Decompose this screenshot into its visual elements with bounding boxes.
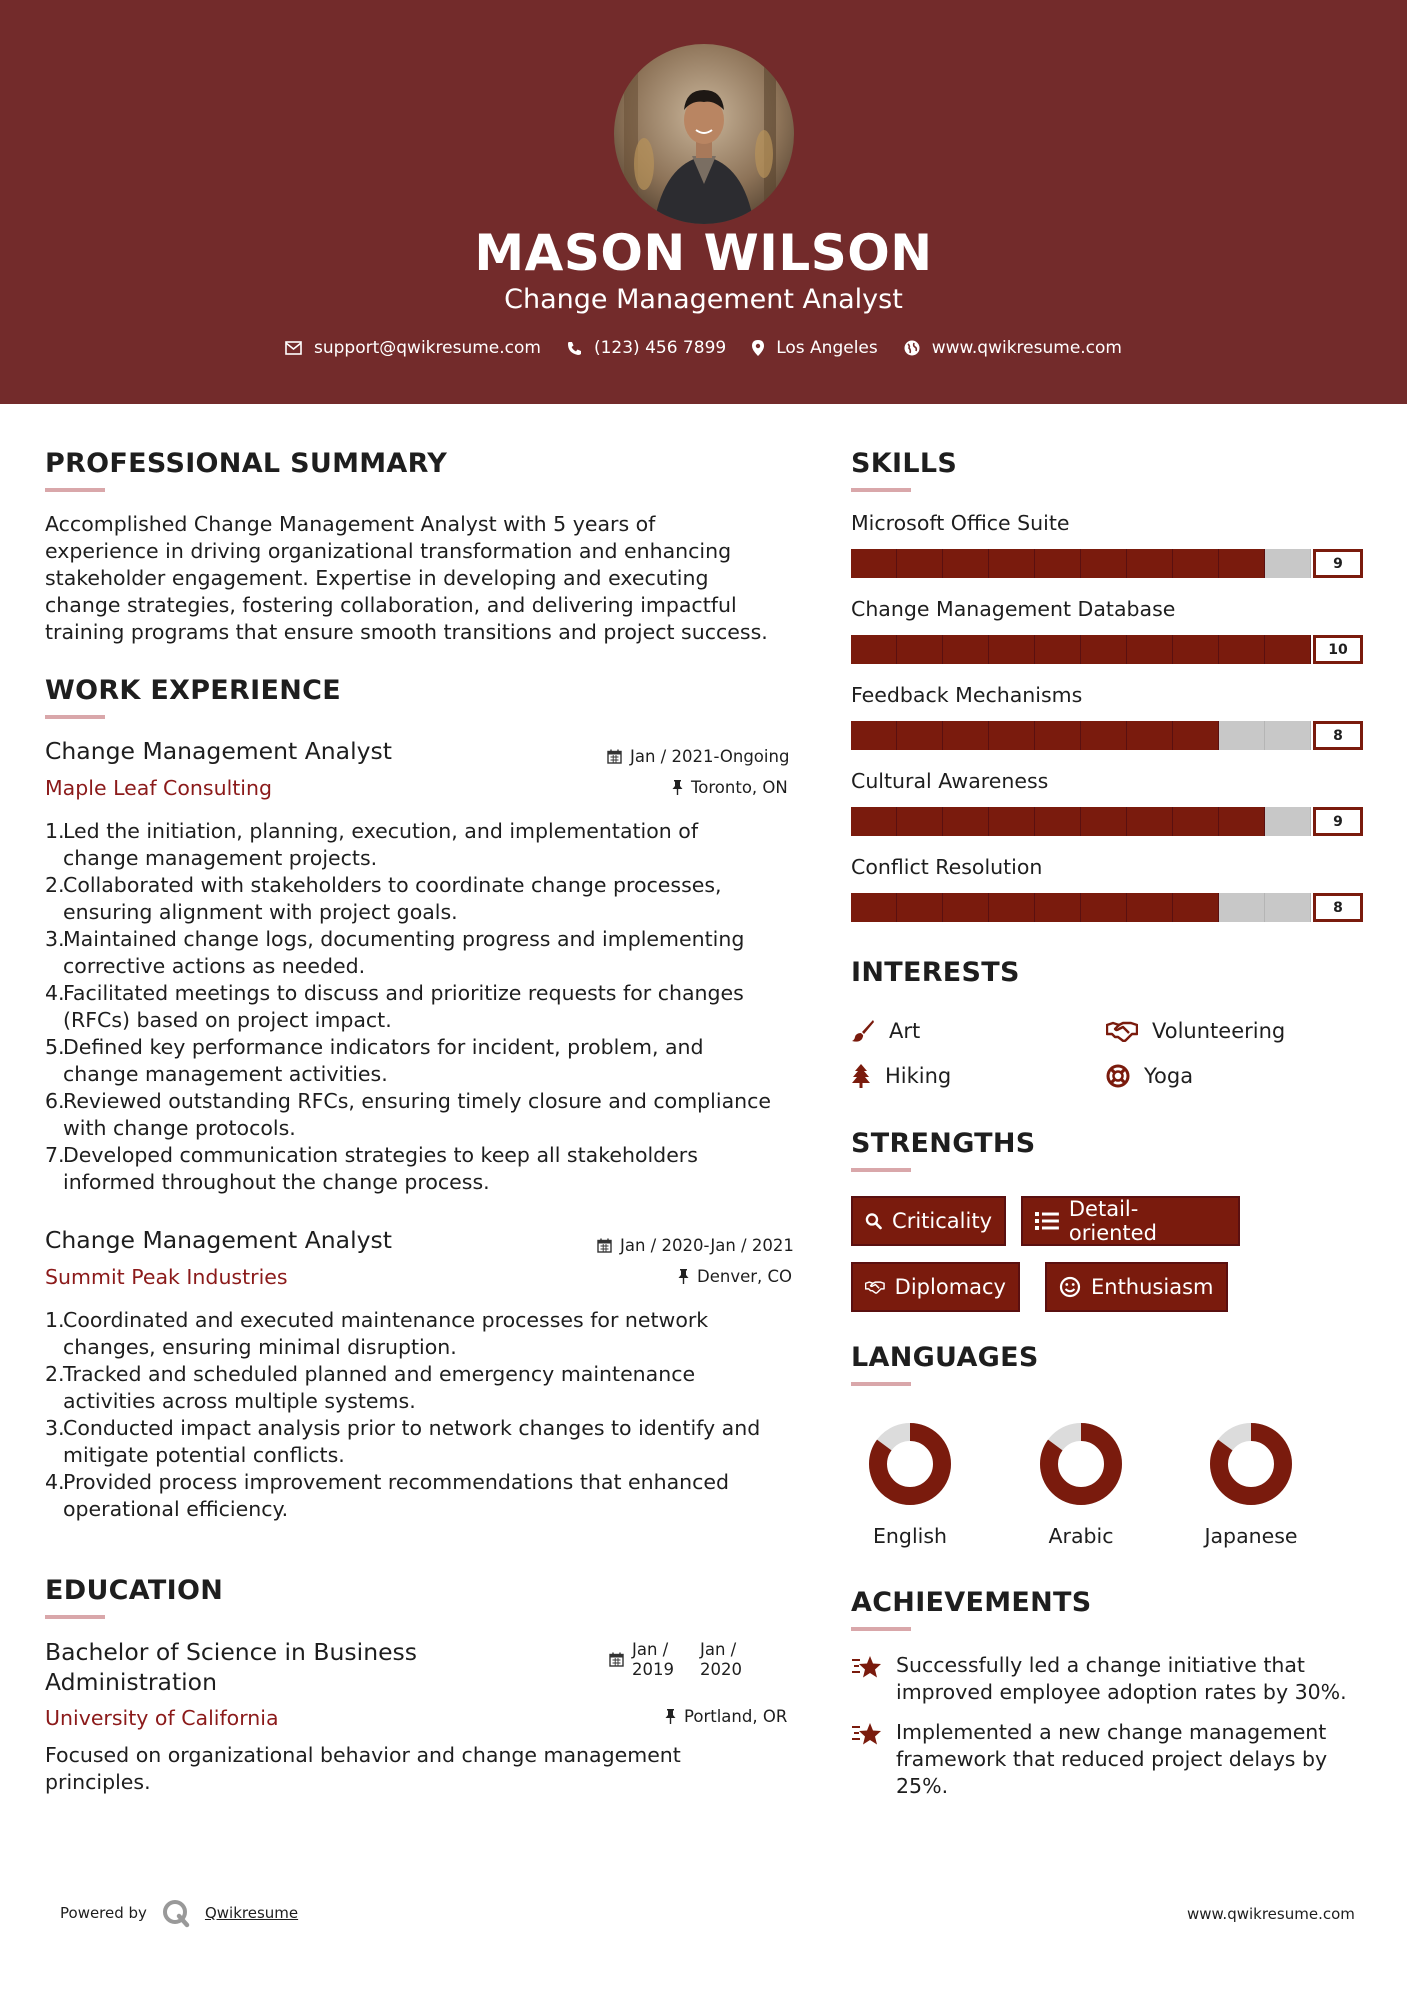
skill-bar-segment: [943, 893, 989, 922]
education-location: Portland, OR: [665, 1707, 787, 1726]
education-description: Focused on organizational behavior and change management principles.: [45, 1743, 681, 1794]
list-item: 3. Maintained change logs, documenting progress and implementing corrective actions as needed.: [45, 927, 745, 978]
skill-bar-segment: [1035, 807, 1081, 836]
interest-volunteering: Volunteering: [1106, 1019, 1285, 1043]
footer-website[interactable]: www.qwikresume.com: [1187, 1905, 1355, 1923]
summary-heading: PROFESSIONAL SUMMARY: [45, 448, 448, 479]
header-band: [0, 0, 1407, 404]
handshake-icon: [865, 1276, 885, 1298]
skill-bar-segment: [1265, 807, 1311, 836]
skill-bar-segment: [851, 807, 897, 836]
smile-icon: [1059, 1276, 1081, 1298]
skill-bar-segment: [943, 635, 989, 664]
list-item: 2. Tracked and scheduled planned and emergency maintenance activities across multiple systems.: [45, 1362, 696, 1413]
skill-score: 8: [1313, 721, 1363, 750]
language-donut: [1036, 1419, 1126, 1509]
candidate-name: MASON WILSON: [474, 224, 933, 282]
location-text: Los Angeles: [776, 338, 878, 358]
list-item: 1. Coordinated and executed maintenance processes for network changes, ensuring minimal disruption.: [45, 1308, 709, 1359]
job-dates: [597, 1236, 794, 1255]
website-text: www.qwikresume.com: [931, 338, 1122, 358]
skill-bar-segment: [1081, 807, 1127, 836]
skill-bar-segment: [1035, 893, 1081, 922]
skill-bar-segment: [1219, 721, 1265, 750]
job-title: Change Management Analyst: [45, 1226, 392, 1254]
skill-bar-segment: [989, 807, 1035, 836]
strength-chip: Detail-oriented: [1021, 1196, 1240, 1246]
skill-bar-segment: [851, 721, 897, 750]
skill-name: Cultural Awareness: [851, 769, 1049, 793]
qwikresume-logo-icon: [161, 1898, 191, 1928]
list-item: 4. Facilitated meetings to discuss and prioritize requests for changes (RFCs) based on project impact.: [45, 981, 744, 1032]
skills-underline: [851, 488, 911, 492]
skill-bar-segment: [1127, 721, 1173, 750]
skill-bar-segment: [1127, 635, 1173, 664]
list-item: 7. Developed communication strategies to keep all stakeholders informed throughout the change process.: [45, 1143, 698, 1194]
summary-line: change strategies, fostering collaboration, and delivering impactful: [45, 593, 737, 617]
skill-bar-segment: [1081, 721, 1127, 750]
footer-powered-by: [60, 1898, 298, 1928]
summary-line: Accomplished Change Management Analyst with 5 years of: [45, 512, 656, 536]
language-donut: [1206, 1419, 1296, 1509]
job-dates: [607, 747, 789, 766]
strengths-underline: [851, 1168, 911, 1172]
skill-bar-segment: [851, 549, 897, 578]
skill-bar-segment: [897, 721, 943, 750]
star-award-icon: [851, 1654, 884, 1680]
skill-bar-segment: [1173, 549, 1219, 578]
skills-heading: SKILLS: [851, 448, 958, 479]
skill-bar-segment: [943, 549, 989, 578]
job-company: Maple Leaf Consulting: [45, 776, 273, 800]
skill-bar-segment: [851, 635, 897, 664]
skill-bar-segment: [1265, 549, 1311, 578]
handshake-icon: [1106, 1020, 1138, 1042]
skill-bar-segment: [1173, 807, 1219, 836]
interest-hiking: Hiking: [851, 1064, 951, 1088]
job-dates-text: Jan / 2020-Jan / 2021: [620, 1236, 794, 1255]
interest-yoga: Yoga: [1106, 1064, 1193, 1088]
summary-line: stakeholder engagement. Expertise in developing and executing: [45, 566, 709, 590]
star-award-icon: [851, 1721, 884, 1747]
contact-phone[interactable]: [567, 338, 726, 358]
skill-score: 9: [1313, 807, 1363, 836]
candidate-role: Change Management Analyst: [504, 284, 903, 315]
lifebuoy-icon: [1106, 1064, 1130, 1088]
skill-bar-segment: [1265, 635, 1311, 664]
job-location: [678, 1267, 792, 1286]
email-text: support@qwikresume.com: [314, 338, 541, 358]
language-label: Arabic: [1048, 1524, 1114, 1548]
skill-bar: [851, 893, 1363, 922]
tree-icon: [851, 1064, 871, 1088]
skill-bar-segment: [1219, 635, 1265, 664]
phone-text: (123) 456 7899: [593, 338, 727, 358]
summary-text: [45, 511, 805, 646]
languages-heading: LANGUAGES: [851, 1342, 1039, 1373]
education-dates: Jan / 2019 Jan / 2020: [609, 1640, 742, 1680]
list-item: 5. Defined key performance indicators for incident, problem, and change management activities.: [45, 1035, 704, 1086]
summary-underline: [45, 488, 105, 492]
skill-bar-segment: [1173, 635, 1219, 664]
strength-chip: Diplomacy: [851, 1262, 1020, 1312]
languages-underline: [851, 1382, 911, 1386]
skill-bar-segment: [989, 549, 1035, 578]
calendar-icon: [607, 749, 622, 764]
skill-bar: [851, 549, 1363, 578]
globe-icon: [904, 340, 920, 356]
job-duties-list: [45, 818, 805, 1196]
skill-bar-segment: [1219, 549, 1265, 578]
skill-bar: [851, 807, 1363, 836]
skill-bar: [851, 635, 1363, 664]
skill-bar-segment: [989, 721, 1035, 750]
strength-chip: Enthusiasm: [1045, 1262, 1228, 1312]
skill-bar-segment: [1219, 807, 1265, 836]
skill-name: Conflict Resolution: [851, 855, 1043, 879]
skill-bar-segment: [943, 721, 989, 750]
phone-icon: [567, 341, 582, 356]
list-item: 4. Provided process improvement recommendations that enhanced operational efficiency.: [45, 1470, 730, 1521]
search-icon: [865, 1210, 882, 1232]
list-item: 3. Conducted impact analysis prior to network changes to identify and mitigate potential conflicts.: [45, 1416, 761, 1467]
list-icon: [1035, 1211, 1059, 1231]
job-company: Summit Peak Industries: [45, 1265, 288, 1289]
education-underline: [45, 1615, 105, 1619]
skill-bar-segment: [897, 549, 943, 578]
skill-name: Microsoft Office Suite: [851, 511, 1070, 535]
contact-location[interactable]: [752, 338, 878, 358]
map-pin-icon: [752, 340, 764, 356]
achievements-underline: [851, 1627, 911, 1631]
skill-bar-segment: [851, 893, 897, 922]
job-location: [672, 778, 788, 797]
skill-bar-segment: [1035, 635, 1081, 664]
contact-email[interactable]: [285, 338, 541, 358]
skill-score: 9: [1313, 549, 1363, 578]
job-dates-text: Jan / 2021-Ongoing: [630, 747, 790, 766]
summary-line: experience in driving organizational transformation and enhancing: [45, 539, 732, 563]
summary-line: training programs that ensure smooth transitions and project success.: [45, 620, 768, 644]
experience-underline: [45, 715, 105, 719]
skill-bar-segment: [1035, 721, 1081, 750]
powered-by-text: Powered by: [60, 1904, 147, 1922]
job-duties-list: [45, 1307, 805, 1523]
calendar-icon: [597, 1238, 612, 1253]
language-label: Japanese: [1204, 1524, 1298, 1548]
skill-bar-segment: [897, 893, 943, 922]
skill-bar-segment: [989, 893, 1035, 922]
skill-bar-segment: [1173, 893, 1219, 922]
skill-bar-segment: [1127, 807, 1173, 836]
skill-bar-segment: [1081, 549, 1127, 578]
school-name: University of California: [45, 1706, 279, 1730]
list-item: 1. Led the initiation, planning, execution, and implementation of change management projects.: [45, 819, 699, 870]
achievement-item: Implemented a new change management framework that reduced project delays by 25%.: [851, 1719, 1327, 1800]
skill-bar-segment: [1127, 893, 1173, 922]
skill-bar-segment: [1265, 721, 1311, 750]
skill-name: Feedback Mechanisms: [851, 683, 1083, 707]
calendar-icon: [609, 1652, 624, 1667]
job-location-text: Toronto, ON: [691, 778, 788, 797]
skill-score: 8: [1313, 893, 1363, 922]
skill-bar-segment: [1173, 721, 1219, 750]
skill-bar: [851, 721, 1363, 750]
pushpin-icon: [678, 1269, 689, 1284]
pushpin-icon: [665, 1709, 676, 1724]
skill-bar-segment: [943, 807, 989, 836]
job-location-text: Denver, CO: [697, 1267, 793, 1286]
degree-title: Bachelor of Science in Business Administration: [45, 1638, 418, 1696]
brand-link[interactable]: Qwikresume: [204, 1904, 299, 1922]
language-label: English: [872, 1524, 948, 1548]
achievement-item: Successfully led a change initiative that improved employee adoption rates by 30%.: [851, 1652, 1347, 1706]
contact-bar: [0, 338, 1407, 358]
skill-bar-segment: [1081, 635, 1127, 664]
achievements-heading: ACHIEVEMENTS: [851, 1587, 1092, 1618]
interest-art: Art: [851, 1019, 920, 1043]
paintbrush-icon: [851, 1019, 875, 1043]
interests-heading: INTERESTS: [851, 957, 1020, 988]
skill-bar-segment: [1219, 893, 1265, 922]
strength-chip: Criticality: [851, 1196, 1006, 1246]
job-title: Change Management Analyst: [45, 737, 392, 765]
experience-heading: WORK EXPERIENCE: [45, 675, 341, 706]
skill-bar-segment: [1081, 893, 1127, 922]
envelope-icon: [285, 341, 302, 355]
skill-score: 10: [1313, 635, 1363, 664]
skill-bar-segment: [897, 635, 943, 664]
list-item: 6. Reviewed outstanding RFCs, ensuring timely closure and compliance with change protocols.: [45, 1089, 772, 1140]
skill-bar-segment: [1127, 549, 1173, 578]
skill-bar-segment: [1035, 549, 1081, 578]
skill-bar-segment: [897, 807, 943, 836]
strengths-heading: STRENGTHS: [851, 1128, 1036, 1159]
skill-bar-segment: [1265, 893, 1311, 922]
skill-name: Change Management Database: [851, 597, 1176, 621]
pushpin-icon: [672, 780, 683, 795]
contact-website[interactable]: [904, 338, 1122, 358]
education-heading: EDUCATION: [45, 1575, 224, 1606]
list-item: 2. Collaborated with stakeholders to coordinate change processes, ensuring alignment with project goals.: [45, 873, 722, 924]
language-donut: [865, 1419, 955, 1509]
profile-photo: [614, 44, 794, 224]
skill-bar-segment: [989, 635, 1035, 664]
